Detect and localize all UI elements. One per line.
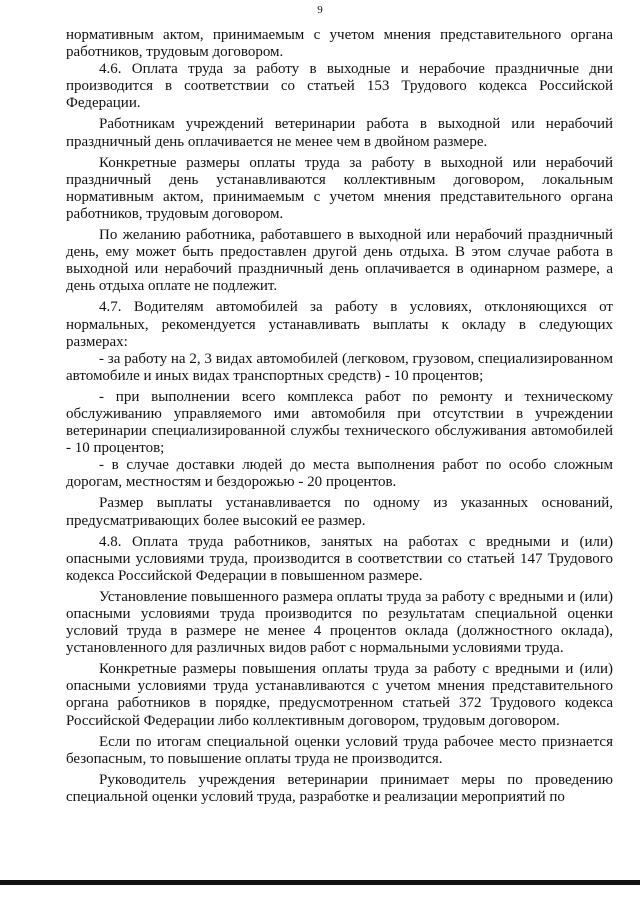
paragraph-4-8: 4.8. Оплата труда работников, занятых на работах с вредными и (или) опасными условиями труда, производится в соответствии со статьей 147 Трудового кодекса Российской Федерации в повышенном размере. — [66, 533, 613, 584]
list-item-difficult-roads: - в случае доставки людей до места выполнения работ по особо сложным дорогам, местностям и бездорожью - 20 процентов. — [66, 457, 613, 491]
paragraph-4-7: 4.7. Водителям автомобилей за работу в условиях, отклоняющихся от нормальных, рекомендуется устанавливать выплаты к окладу в следующих размерах: — [66, 299, 613, 350]
paragraph-4-6: 4.6. Оплата труда за работу в выходные и нерабочие праздничные дни производится в соответствии со статьей 153 Трудового кодекса Российской Федерации. — [66, 61, 613, 112]
paragraph-weekend-double-pay: Работникам учреждений ветеринарии работа в выходной или нерабочий праздничный день оплачивается не менее чем в двойном размере. — [66, 116, 613, 150]
list-item-vehicle-types: - за работу на 2, 3 видах автомобилей (легковом, грузовом, специализированном автомобиле и иных видах транспортных средств) - 10 процентов; — [66, 350, 613, 384]
paragraph-continuation: нормативным актом, принимаемым с учетом мнения представительного органа работников, трудовым договором. — [66, 27, 613, 61]
paragraph-payment-size: Размер выплаты устанавливается по одному из указанных оснований, предусматривающих более высокий ее размер. — [66, 495, 613, 529]
paragraph-weekend-amounts: Конкретные размеры оплаты труда за работу в выходной или нерабочий праздничный день устанавливаются коллективным договором, локальным нормативным актом, принимаемым с учетом мнения представительного органа работников, трудовым договором. — [66, 154, 613, 222]
paragraph-specific-increase: Конкретные размеры повышения оплаты труда за работу с вредными и (или) опасными условиями труда устанавливаются с учетом мнения представительного органа работников в порядке, предусмотренном статьей 372 Трудового кодекса Российской Федерации либо коллективным договором, трудовым договором. — [66, 661, 613, 729]
paragraph-increased-pay: Установление повышенного размера оплаты труда за работу с вредными и (или) опасными условиями труда производится по результатам специальной оценки условий труда в размере не менее 4 процентов оклада (должностного оклада), установленного для различных видов работ с нормальными условиями труда. — [66, 588, 613, 657]
bottom-border-line — [0, 880, 640, 885]
paragraph-head-measures: Руководитель учреждения ветеринарии принимает меры по проведению специальной оценки условий труда, разработке и реализации мероприятий по — [66, 771, 613, 805]
page-number: 9 — [317, 4, 323, 16]
paragraph-safe-workplace: Если по итогам специальной оценки условий труда рабочее место признается безопасным, то повышение оплаты труда не производится. — [66, 733, 613, 767]
list-item-repair-maintenance: - при выполнении всего комплекса работ по ремонту и техническому обслуживанию управляемого ими автомобиля при отсутствии в учреждении ветеринарии специализированной службы технического обслуживания автомобилей - 10 процентов; — [66, 388, 613, 457]
document-body — [66, 27, 613, 806]
paragraph-day-off: По желанию работника, работавшего в выходной или нерабочий праздничный день, ему может быть предоставлен другой день отдыха. В этом случае работа в выходной или нерабочий праздничный день оплачивается в одинарном размере, а день отдыха оплате не подлежит. — [66, 227, 613, 295]
